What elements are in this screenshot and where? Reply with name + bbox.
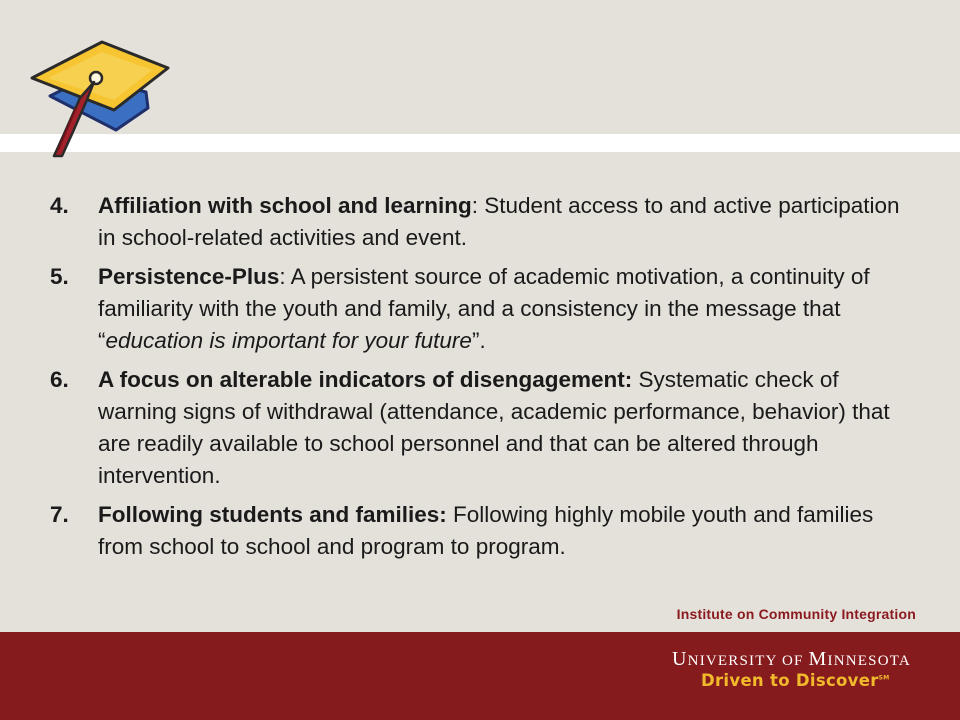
item-tail: ”.: [471, 328, 486, 353]
item-number: 7.: [50, 502, 69, 527]
item-title: Persistence-Plus: [98, 264, 280, 289]
list-item-5: [50, 261, 910, 357]
item-number: 6.: [50, 367, 69, 392]
service-mark: SM: [878, 674, 890, 682]
item-text: [98, 190, 910, 254]
item-number: 4.: [50, 193, 69, 218]
item-body: Following highly mobile youth and families from school to school and program to program.: [98, 502, 874, 559]
item-number: 5.: [50, 264, 69, 289]
list-item-7: [50, 499, 910, 563]
wordmark-m: M: [808, 648, 828, 670]
item-text: [98, 364, 910, 492]
list-item-6: [50, 364, 910, 492]
item-title: A focus on alterable indicators of disengagement:: [98, 367, 633, 392]
tagline-text: Driven to Discover: [701, 671, 879, 690]
item-title: Following students and families:: [98, 502, 447, 527]
item-text: [98, 261, 910, 357]
university-wordmark: [672, 648, 911, 671]
institute-label: Institute on Community Integration: [676, 606, 916, 622]
item-body: : Student access to and active participation in school-related activities and event.: [98, 193, 900, 250]
list-item-4: [50, 190, 910, 254]
graduation-cap-icon: [28, 38, 178, 163]
wordmark-innesota: INNESOTA: [827, 653, 911, 669]
item-body: Systematic check of warning signs of withdrawal (attendance, academic performance, behavior) that are readily available to school personnel and that can be altered through intervention.: [98, 367, 890, 488]
tagline: [701, 671, 890, 690]
item-quote: education is important for your future: [105, 328, 472, 353]
principles-list: [50, 190, 910, 570]
wordmark-niversity: NIVERSITY OF: [687, 653, 809, 669]
item-title: Affiliation with school and learning: [98, 193, 472, 218]
wordmark-u: U: [672, 648, 688, 670]
item-text: [98, 499, 910, 563]
item-body: : A persistent source of academic motivation, a continuity of familiarity with the youth and family, and a consistency in the message that “: [98, 264, 870, 353]
